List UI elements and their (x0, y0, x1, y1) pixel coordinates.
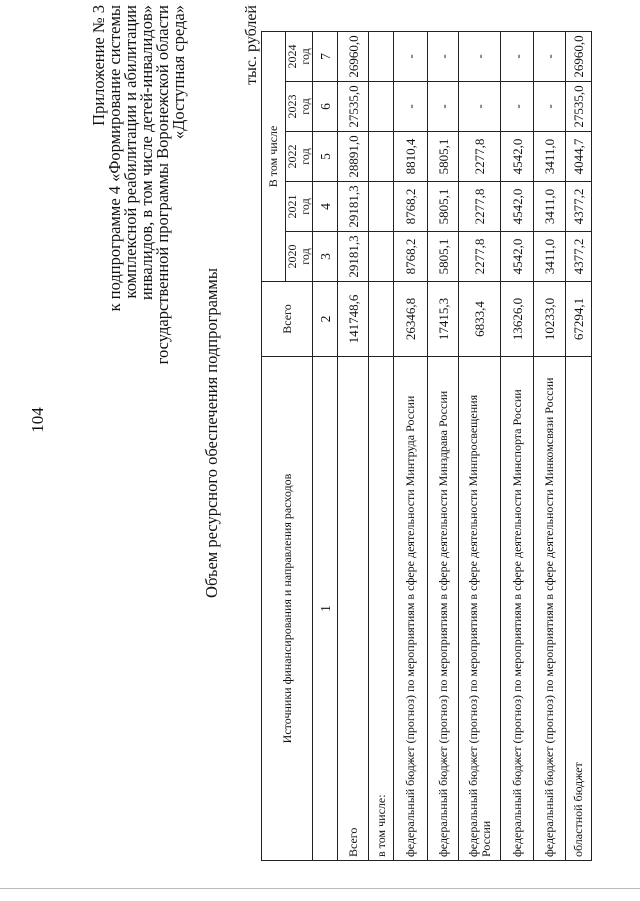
appendix-header (91, 5, 187, 364)
column-number-row (313, 31, 338, 860)
cell-2024: - (534, 31, 566, 81)
cell-2020: 4542,0 (501, 232, 534, 282)
header-year: 2020 год (286, 232, 313, 282)
page-bottom-rule (0, 888, 640, 889)
cell-2023: 27535,0 (566, 82, 592, 132)
column-number: 7 (313, 31, 338, 81)
appendix-line: государственной программы Воронежской области (153, 5, 172, 365)
cell-total: 6833,4 (459, 282, 501, 357)
row-label: федеральный бюджет (прогноз) по мероприятиям в сфере деятельности Минпросвещения России (459, 357, 501, 861)
header-year: 2024 год (286, 31, 313, 81)
appendix-line: «Доступная среда» (169, 5, 188, 140)
row-label: федеральный бюджет (прогноз) по мероприятиям в сфере деятельности Минкомсвязи России (534, 357, 566, 861)
header-year: 2021 год (286, 182, 313, 232)
rotated-document-content (27, 5, 627, 861)
header-source: Источники финансирования и направления расходов (262, 357, 313, 861)
funding-table (261, 31, 592, 861)
page-number: 104 (28, 407, 47, 433)
empty-cell (369, 182, 394, 232)
document-title: Объем ресурсного обеспечения подпрограммы (202, 268, 221, 598)
cell-2023: - (534, 82, 566, 132)
cell-2022: 3411,0 (534, 132, 566, 182)
row-label: федеральный бюджет (прогноз) по мероприятиям в сфере деятельности Минтруда России (394, 357, 428, 861)
cell-2024: - (459, 31, 501, 81)
cell-2021: 8768,2 (394, 182, 428, 232)
cell-2021: 4377,2 (566, 182, 592, 232)
row-label: федеральный бюджет (прогноз) по мероприятиям в сфере деятельности Минздрава России (428, 357, 459, 861)
column-number: 3 (313, 232, 338, 282)
table-row (459, 31, 501, 860)
column-number: 4 (313, 182, 338, 232)
table-row (428, 31, 459, 860)
empty-cell (369, 132, 394, 182)
column-number: 6 (313, 82, 338, 132)
cell-2020: 2277,8 (459, 232, 501, 282)
column-number: 2 (313, 282, 338, 357)
cell-2020: 8768,2 (394, 232, 428, 282)
table-row (566, 31, 592, 860)
cell-2023: - (428, 82, 459, 132)
cell-2022: 28891,0 (338, 132, 369, 182)
cell-2024: - (501, 31, 534, 81)
cell-2020: 29181,3 (338, 232, 369, 282)
row-label: федеральный бюджет (прогноз) по мероприятиям в сфере деятельности Минспорта России (501, 357, 534, 861)
row-label: областной бюджет (566, 357, 592, 861)
cell-2023: - (459, 82, 501, 132)
cell-2022: 4542,0 (501, 132, 534, 182)
table-row (394, 31, 428, 860)
cell-2022: 8810,4 (394, 132, 428, 182)
appendix-line: Приложение № 3 (89, 5, 108, 126)
cell-total: 26346,8 (394, 282, 428, 357)
table-row (369, 31, 394, 860)
header-year: 2023 год (286, 82, 313, 132)
cell-2021: 5805,1 (428, 182, 459, 232)
cell-2024: 26960,0 (338, 31, 369, 81)
cell-2021: 29181,3 (338, 182, 369, 232)
appendix-line: к подпрограмме 4 «Формирование системы (105, 5, 124, 312)
cell-2022: 5805,1 (428, 132, 459, 182)
header-total: Всего (262, 282, 313, 357)
appendix-line: инвалидов, в том числе детей-инвалидов» (137, 5, 156, 301)
header-including: В том числе (262, 31, 286, 281)
cell-2024: 26960,0 (566, 31, 592, 81)
empty-cell (369, 232, 394, 282)
cell-2022: 4044,7 (566, 132, 592, 182)
cell-2023: - (394, 82, 428, 132)
cell-total: 17415,3 (428, 282, 459, 357)
units-label: тыс. рублей (243, 5, 260, 85)
cell-total: 67294,1 (566, 282, 592, 357)
table-row (501, 31, 534, 860)
appendix-line: комплексной реабилитации и абилитации (121, 5, 140, 299)
cell-total: 10233,0 (534, 282, 566, 357)
cell-2021: 2277,8 (459, 182, 501, 232)
cell-2021: 4542,0 (501, 182, 534, 232)
cell-2020: 3411,0 (534, 232, 566, 282)
cell-2024: - (428, 31, 459, 81)
row-label: Всего (338, 357, 369, 861)
empty-cell (369, 282, 394, 357)
cell-2023: - (501, 82, 534, 132)
cell-2021: 3411,0 (534, 182, 566, 232)
row-label: в том числе: (369, 357, 394, 861)
column-number: 1 (313, 357, 338, 861)
empty-cell (369, 31, 394, 81)
cell-2022: 2277,8 (459, 132, 501, 182)
empty-cell (369, 82, 394, 132)
cell-2023: 27535,0 (338, 82, 369, 132)
header-year: 2022 год (286, 132, 313, 182)
cell-2024: - (394, 31, 428, 81)
table-row (534, 31, 566, 860)
cell-total: 141748,6 (338, 282, 369, 357)
column-number: 5 (313, 132, 338, 182)
cell-total: 13626,0 (501, 282, 534, 357)
table-row (338, 31, 369, 860)
cell-2020: 5805,1 (428, 232, 459, 282)
cell-2020: 4377,2 (566, 232, 592, 282)
